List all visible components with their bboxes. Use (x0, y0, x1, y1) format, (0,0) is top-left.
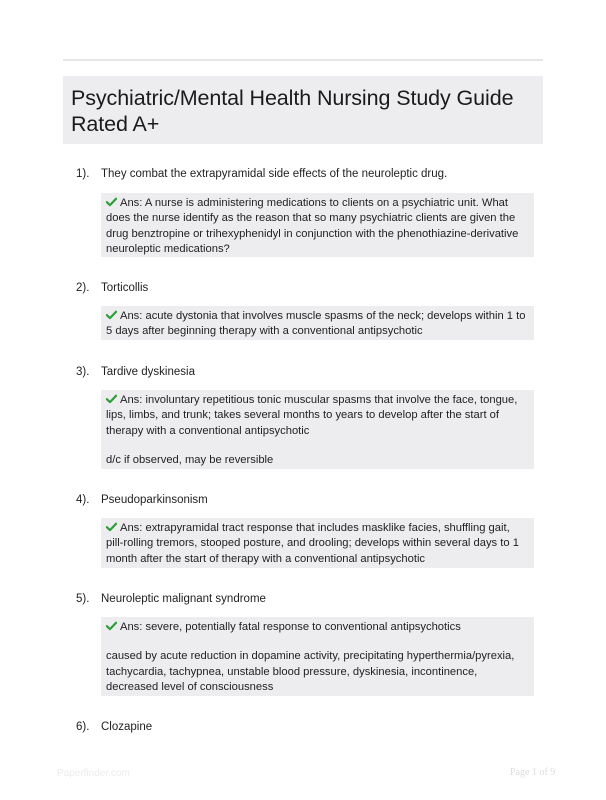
answer-text: Ans: extrapyramidal tract response that includes masklike facies, shuffling gait, pill-rolling tremors, stooped posture, and drooling; develops within several days to 1 month after the start of therapy with a conventional antipsychotic (106, 522, 519, 565)
top-divider (63, 59, 543, 61)
question-text: They combat the extrapyramidal side effects of the neuroleptic drug. (101, 168, 448, 180)
question-number: 2). (76, 282, 90, 294)
check-icon (106, 310, 117, 320)
answer-box (101, 306, 534, 340)
page-number: Page 1 of 9 (510, 767, 556, 778)
question-text: Pseudoparkinsonism (101, 494, 208, 506)
question-number: 1). (76, 168, 90, 180)
answer-box (101, 193, 534, 257)
answer-text: Ans: severe, potentially fatal response to conventional antipsychotics (120, 621, 461, 633)
title-box (63, 76, 543, 144)
title-line-2: Rated A+ (71, 112, 160, 136)
check-icon (106, 621, 117, 631)
answer-box (101, 390, 534, 469)
answer-text: Ans: involuntary repetitious tonic muscular spasms that involve the face, tongue, lips, limbs, and trunk; takes several months to years to develop after the start of therapy with a conventional antipsychotic (106, 394, 518, 437)
question-text: Torticollis (101, 282, 149, 294)
answer-box (101, 518, 534, 568)
question-number: 6). (76, 721, 90, 733)
title-line-1: Psychiatric/Mental Health Nursing Study Guide (71, 86, 514, 110)
answer-text: Ans: A nurse is administering medications to clients on a psychiatric unit. What does the nurse identify as the reason that so many psychiatric clients are given the drug benztropine or trihexyphenidyl in conjunction with the phenothiazine-derivative neuroleptic medications? (106, 197, 519, 256)
answer-box (101, 617, 534, 696)
question-number: 3). (76, 366, 90, 378)
page-title (71, 85, 543, 137)
answer-note: d/c if observed, may be reversible (106, 454, 274, 467)
question-text: Clozapine (101, 721, 153, 733)
check-icon (106, 522, 117, 532)
check-icon (106, 394, 117, 404)
question-text: Neuroleptic malignant syndrome (101, 593, 266, 605)
answer-note: caused by acute reduction in dopamine activity, precipitating hyperthermia/pyrexia, tachycardia, tachypnea, unstable blood pressure, dyskinesia, incontinence, decreased level of consciousness (106, 650, 515, 694)
question-number: 4). (76, 494, 90, 506)
check-icon (106, 197, 117, 207)
answer-text: Ans: acute dystonia that involves muscle spasms of the neck; develops within 1 to 5 days after beginning therapy with a conventional antipsychotic (106, 310, 526, 338)
footer-watermark: Paperfinder.com (57, 768, 130, 779)
question-text: Tardive dyskinesia (101, 366, 195, 378)
question-number: 5). (76, 593, 90, 605)
